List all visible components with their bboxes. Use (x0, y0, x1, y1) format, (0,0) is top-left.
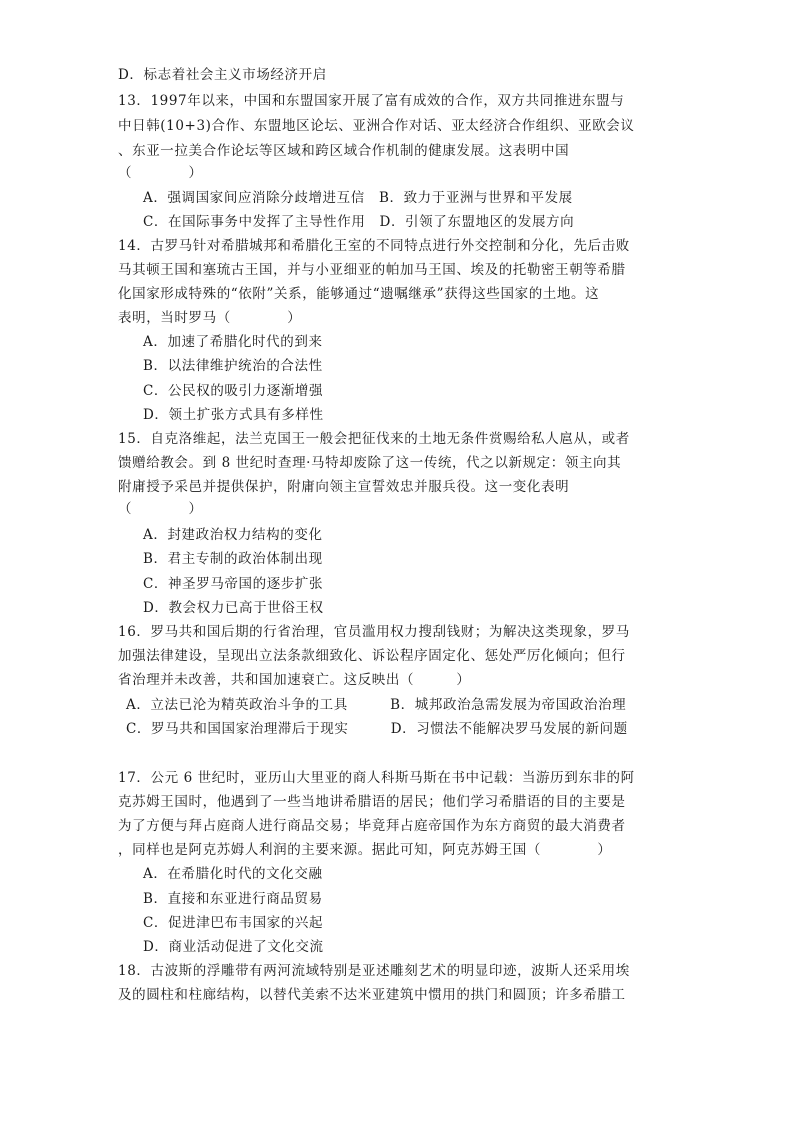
q13-answer-blank: （ ） (118, 165, 203, 181)
q15-stem-line-1: 15．自克洛维起，法兰克国王一般会把征伐来的土地无条件赏赐给私人扈从，或者 (118, 431, 630, 447)
q13-stem-line-2: 中日韩(10+3)合作、东盟地区论坛、亚洲合作对话、亚太经济合作组织、亚欧会议 (118, 118, 635, 134)
q15-answer-blank: （ ） (118, 501, 203, 517)
q12-option-d: D．标志着社会主义市场经济开启 (118, 67, 327, 83)
q17-option-c: C．促进津巴布韦国家的兴起 (143, 915, 324, 931)
q18-stem-line-2: 及的圆柱和柱廊结构，以替代美索不达米亚建筑中惯用的拱门和圆顶；许多希腊工 (118, 987, 626, 1003)
q14-stem-line-1: 14．古罗马针对希腊城邦和希腊化王室的不同特点进行外交控制和分化，先后击败 (118, 238, 630, 254)
q13-options-ab: A．强调国家间应消除分歧增进互信 B．致力于亚洲与世界和平发展 (143, 190, 573, 206)
q15-option-c: C．神圣罗马帝国的逐步扩张 (143, 576, 324, 592)
q13-stem-line-1: 13．1997年以来，中国和东盟国家开展了富有成效的合作，双方共同推进东盟与 (118, 93, 625, 109)
q13-stem-line-3: 、东亚一拉美合作论坛等区域和跨区域合作机制的健康发展。这表明中国 (118, 143, 570, 159)
q16-stem-line-1: 16．罗马共和国后期的行省治理，官员滥用权力搜刮钱财；为解决这类现象，罗马 (118, 624, 630, 640)
q17-stem-line-3: 为了方便与拜占庭商人进行商品交易；毕竟拜占庭帝国作为东方商贸的最大消费者 (118, 818, 626, 834)
q17-stem-line-2: 克苏姆王国时，他遇到了一些当地讲希腊语的居民；他们学习希腊语的目的主要是 (118, 794, 626, 810)
q16-options-cd: C．罗马共和国国家治理滞后于现实 D．习惯法不能解决罗马发展的新问题 (126, 721, 628, 737)
q16-stem-line-2: 加强法律建设，呈现出立法条款细致化、诉讼程序固定化、惩处严厉化倾向；但行 (118, 648, 626, 664)
q17-option-b: B．直接和东亚进行商品贸易 (143, 891, 323, 907)
q18-stem-line-1: 18．古波斯的浮雕带有两河流域特别是亚述雕刻艺术的明显印迹，波斯人还采用埃 (118, 963, 630, 979)
q15-stem-line-2: 馈赠给教会。到 8 世纪时查理·马特却废除了这一传统，代之以新规定：领主向其 (118, 455, 622, 471)
q17-stem-line-4: ，同样也是阿克苏姆人利润的主要来源。据此可知，阿克苏姆王国（ ） (118, 842, 612, 858)
q14-stem-line-2: 马其顿王国和塞琉古王国，并与小亚细亚的帕加马王国、埃及的托勒密王朝等希腊 (118, 262, 626, 278)
q14-option-d: D．领土扩张方式具有多样性 (143, 407, 324, 423)
q14-option-a: A．加速了希腊化时代的到来 (143, 334, 323, 350)
q14-option-c: C．公民权的吸引力逐渐增强 (143, 383, 324, 399)
q15-option-a: A．封建政治权力结构的变化 (143, 527, 323, 543)
q16-options-ab: A．立法已沦为精英政治斗争的工具 B．城邦政治急需发展为帝国政治治理 (126, 697, 627, 713)
q15-stem-line-3: 附庸授予采邑并提供保护，附庸向领主宣誓效忠并服兵役。这一变化表明 (118, 479, 570, 495)
q17-stem-line-1: 17．公元 6 世纪时，亚历山大里亚的商人科斯马斯在书中记载：当游历到东非的阿 (118, 770, 635, 786)
q13-options-cd: C．在国际事务中发挥了主导性作用 D．引领了东盟地区的发展方向 (143, 214, 575, 230)
q17-option-d: D．商业活动促进了文化交流 (143, 939, 324, 955)
q16-stem-line-3: 省治理并未改善，共和国加速衰亡。这反映出（ ） (118, 672, 471, 688)
q14-stem-line-4: 表明，当时罗马（ ） (118, 310, 302, 326)
q14-option-b: B．以法律维护统治的合法性 (143, 358, 323, 374)
q15-option-d: D．教会权力已高于世俗王权 (143, 600, 324, 616)
q15-option-b: B．君主专制的政治体制出现 (143, 551, 323, 567)
q17-option-a: A．在希腊化时代的文化交融 (143, 866, 323, 882)
q14-stem-line-3: 化国家形成特殊的“依附”关系，能够通过“遗嘱继承”获得这些国家的土地。这 (118, 286, 600, 302)
